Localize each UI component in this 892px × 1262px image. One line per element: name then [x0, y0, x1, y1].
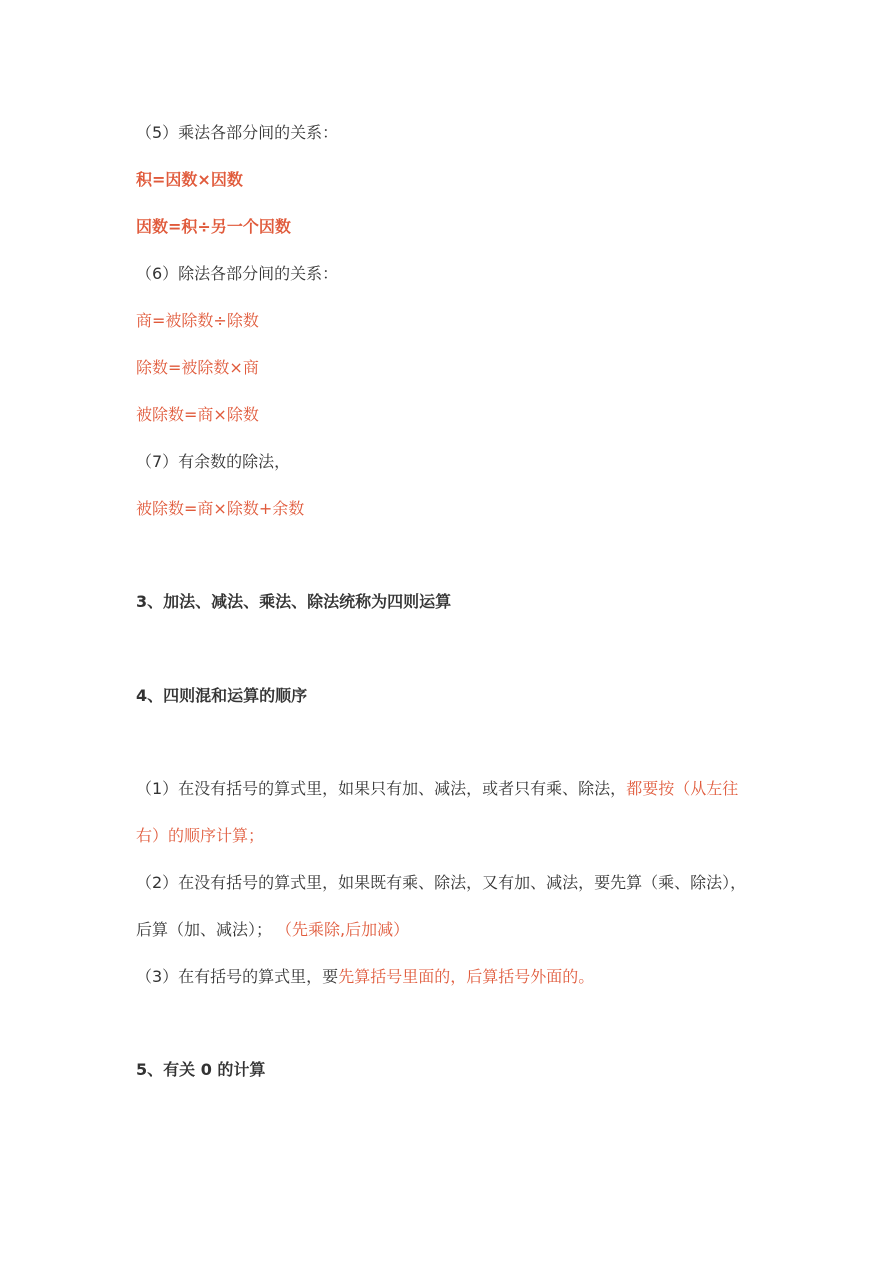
rule-2-line-2: [136, 918, 409, 942]
formula-divisor: 除数=被除数×商: [136, 358, 259, 377]
rule-1-line-2: 右）的顺序计算；: [136, 826, 265, 845]
formula-dividend-remainder: 被除数=商×除数+余数: [136, 499, 305, 518]
rule-1-line-1: [136, 777, 738, 801]
rule-3-highlight: 先算括号里面的，后算括号外面的。: [338, 967, 595, 986]
rule-1-highlight: 都要按（从左往: [626, 779, 739, 798]
rule-2-highlight: （先乘除,后加减）: [284, 920, 410, 939]
rule-3-text: （3）在有括号的算式里，要: [136, 967, 339, 986]
formula-dividend: 被除数=商×除数: [136, 405, 259, 424]
section-heading-5: 5、有关 0 的计算: [136, 1060, 266, 1079]
formula-product: 积=因数×因数: [136, 170, 243, 189]
formula-factor: 因数=积÷另一个因数: [136, 217, 291, 236]
section-heading-3: 3、加法、减法、乘法、除法统称为四则运算: [136, 592, 452, 611]
rule-1-text: （1）在没有括号的算式里，如果只有加、减法，或者只有乘、除法，: [136, 779, 627, 798]
rule-2-line-1: （2）在没有括号的算式里，如果既有乘、除法，又有加、减法，要先算（乘、除法），: [136, 873, 747, 892]
rule-2-text: 后算（加、减法）；: [136, 920, 273, 939]
division-relation-title: （6）除法各部分间的关系：: [136, 264, 339, 283]
multiplication-relation-title: （5）乘法各部分间的关系：: [136, 123, 339, 142]
formula-quotient: 商=被除数÷除数: [136, 311, 259, 330]
remainder-division-title: （7）有余数的除法，: [136, 452, 291, 471]
section-heading-4: 4、四则混和运算的顺序: [136, 686, 308, 705]
rule-3-line: [136, 965, 594, 989]
